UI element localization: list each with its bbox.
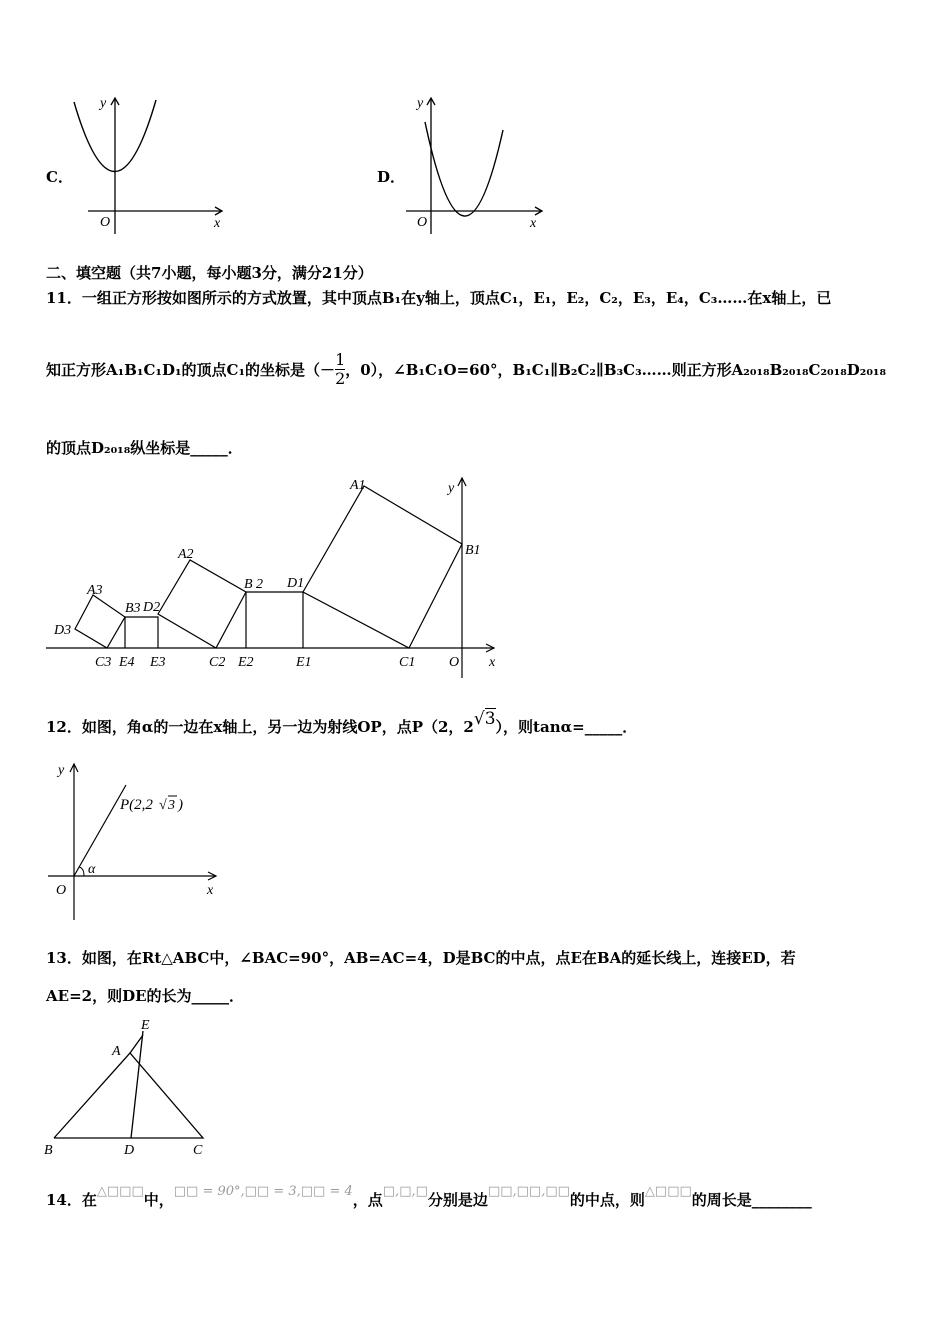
option-d-graph [400,92,550,237]
label-E4: E4 [119,655,135,670]
q13-label-A: A [112,1044,121,1059]
q13-label-D: D [124,1143,135,1158]
label-B1: B1 [465,543,481,558]
label-B2: B 2 [244,577,264,592]
label-A1: A1 [350,478,366,493]
q14-t3: ，点 [352,1191,383,1209]
option-d-y-label: y [417,96,424,111]
option-d-label: D． [377,168,406,186]
q14-placeholder-3: □,□,□ [382,1184,428,1199]
label-D3: D3 [54,623,72,638]
label-y: y [448,481,455,496]
q12-point-label: P(2,2 [120,797,153,813]
option-d-origin-label: O [417,215,428,230]
q12-text-post: ），则tanα=_____． [495,718,638,736]
section-heading: 二、填空题（共7小题，每小题3分，满分21分） [46,264,373,282]
q14-t6: 的周长是________ [691,1191,812,1209]
q11-fraction-den: 2 [335,369,346,388]
label-O: O [449,655,460,670]
q12-text [46,709,638,737]
q11-figure [46,472,506,682]
option-c-x-label: x [214,216,221,231]
label-A3: A3 [87,583,103,598]
q12-sqrt-arg: 3 [484,709,496,729]
label-B3: B3 [125,601,141,616]
option-d-x-label: x [530,216,537,231]
q14-placeholder-4: □□,□□,□□ [487,1184,570,1199]
q13-line2: AE=2，则DE的长为_____． [46,987,245,1005]
q11-line3: 的顶点D₂₀₁₈纵坐标是_____． [46,439,243,457]
q13-label-E: E [141,1018,150,1033]
q12-sqrt: √3 [473,709,496,729]
label-C2: C2 [209,655,226,670]
q14-t5: 的中点，则 [569,1191,645,1209]
q13-figure [40,1013,220,1160]
q12-y-label: y [58,763,65,778]
q14-text [46,1184,812,1210]
q13-label-B: B [44,1143,53,1158]
label-D2: D2 [143,600,161,615]
q12-point-sqrt-arg: 3 [168,798,175,813]
label-C3: C3 [95,655,112,670]
q12-text-pre: 12．如图，角α的一边在x轴上，另一边为射线OP，点P（2，2 [46,718,474,736]
label-E1: E1 [296,655,312,670]
q11-line2 [46,351,886,388]
q14-placeholder-5: △□□□ [644,1184,692,1199]
q11-fraction-num: 1 [335,350,346,369]
q12-x-label: x [207,883,214,898]
label-x: x [489,655,496,670]
q12-origin-label: O [56,883,67,898]
q14-t1: 14．在 [46,1191,97,1209]
option-c-origin-label: O [100,215,111,230]
q14-placeholder-2: □□ = 90°,□□ = 3,□□ = 4 [173,1184,353,1199]
q11-fraction [335,351,345,388]
q11-line2-post: ，0），∠B₁C₁O=60°，B₁C₁∥B₂C₂∥B₃C₃……则正方形A₂₀₁₈B₂₀₁₈C₂₀₁₈D₂₀₁₈ [345,361,887,379]
option-c-label: C． [46,168,73,186]
q12-point-sqrt-sign: √ [159,798,167,813]
option-c-graph [60,92,230,237]
q11-line1: 11．一组正方形按如图所示的方式放置，其中顶点B₁在y轴上，顶点C₁，E₁，E₂，C₂，E₃，E₄，C₃……在x轴上，已 [46,289,832,307]
q12-point-close: ) [178,797,183,813]
q11-line2-pre: 知正方形A₁B₁C₁D₁的顶点C₁的坐标是（－ [46,361,336,379]
q14-t2: 中， [143,1191,174,1209]
q12-alpha-label: α [88,862,96,877]
label-D1: D1 [287,576,305,591]
q14-placeholder-1: △□□□ [96,1184,144,1199]
q12-figure [44,758,224,923]
label-A2: A2 [178,547,194,562]
q13-label-C: C [193,1143,203,1158]
q13-line1: 13．如图，在Rt△ABC中，∠BAC=90°，AB=AC=4，D是BC的中点，点E在BA的延长线上，连接ED，若 [46,949,796,967]
label-E2: E2 [238,655,254,670]
option-c-y-label: y [100,96,107,111]
q14-t4: 分别是边 [427,1191,488,1209]
label-E3: E3 [150,655,166,670]
label-C1: C1 [399,655,416,670]
